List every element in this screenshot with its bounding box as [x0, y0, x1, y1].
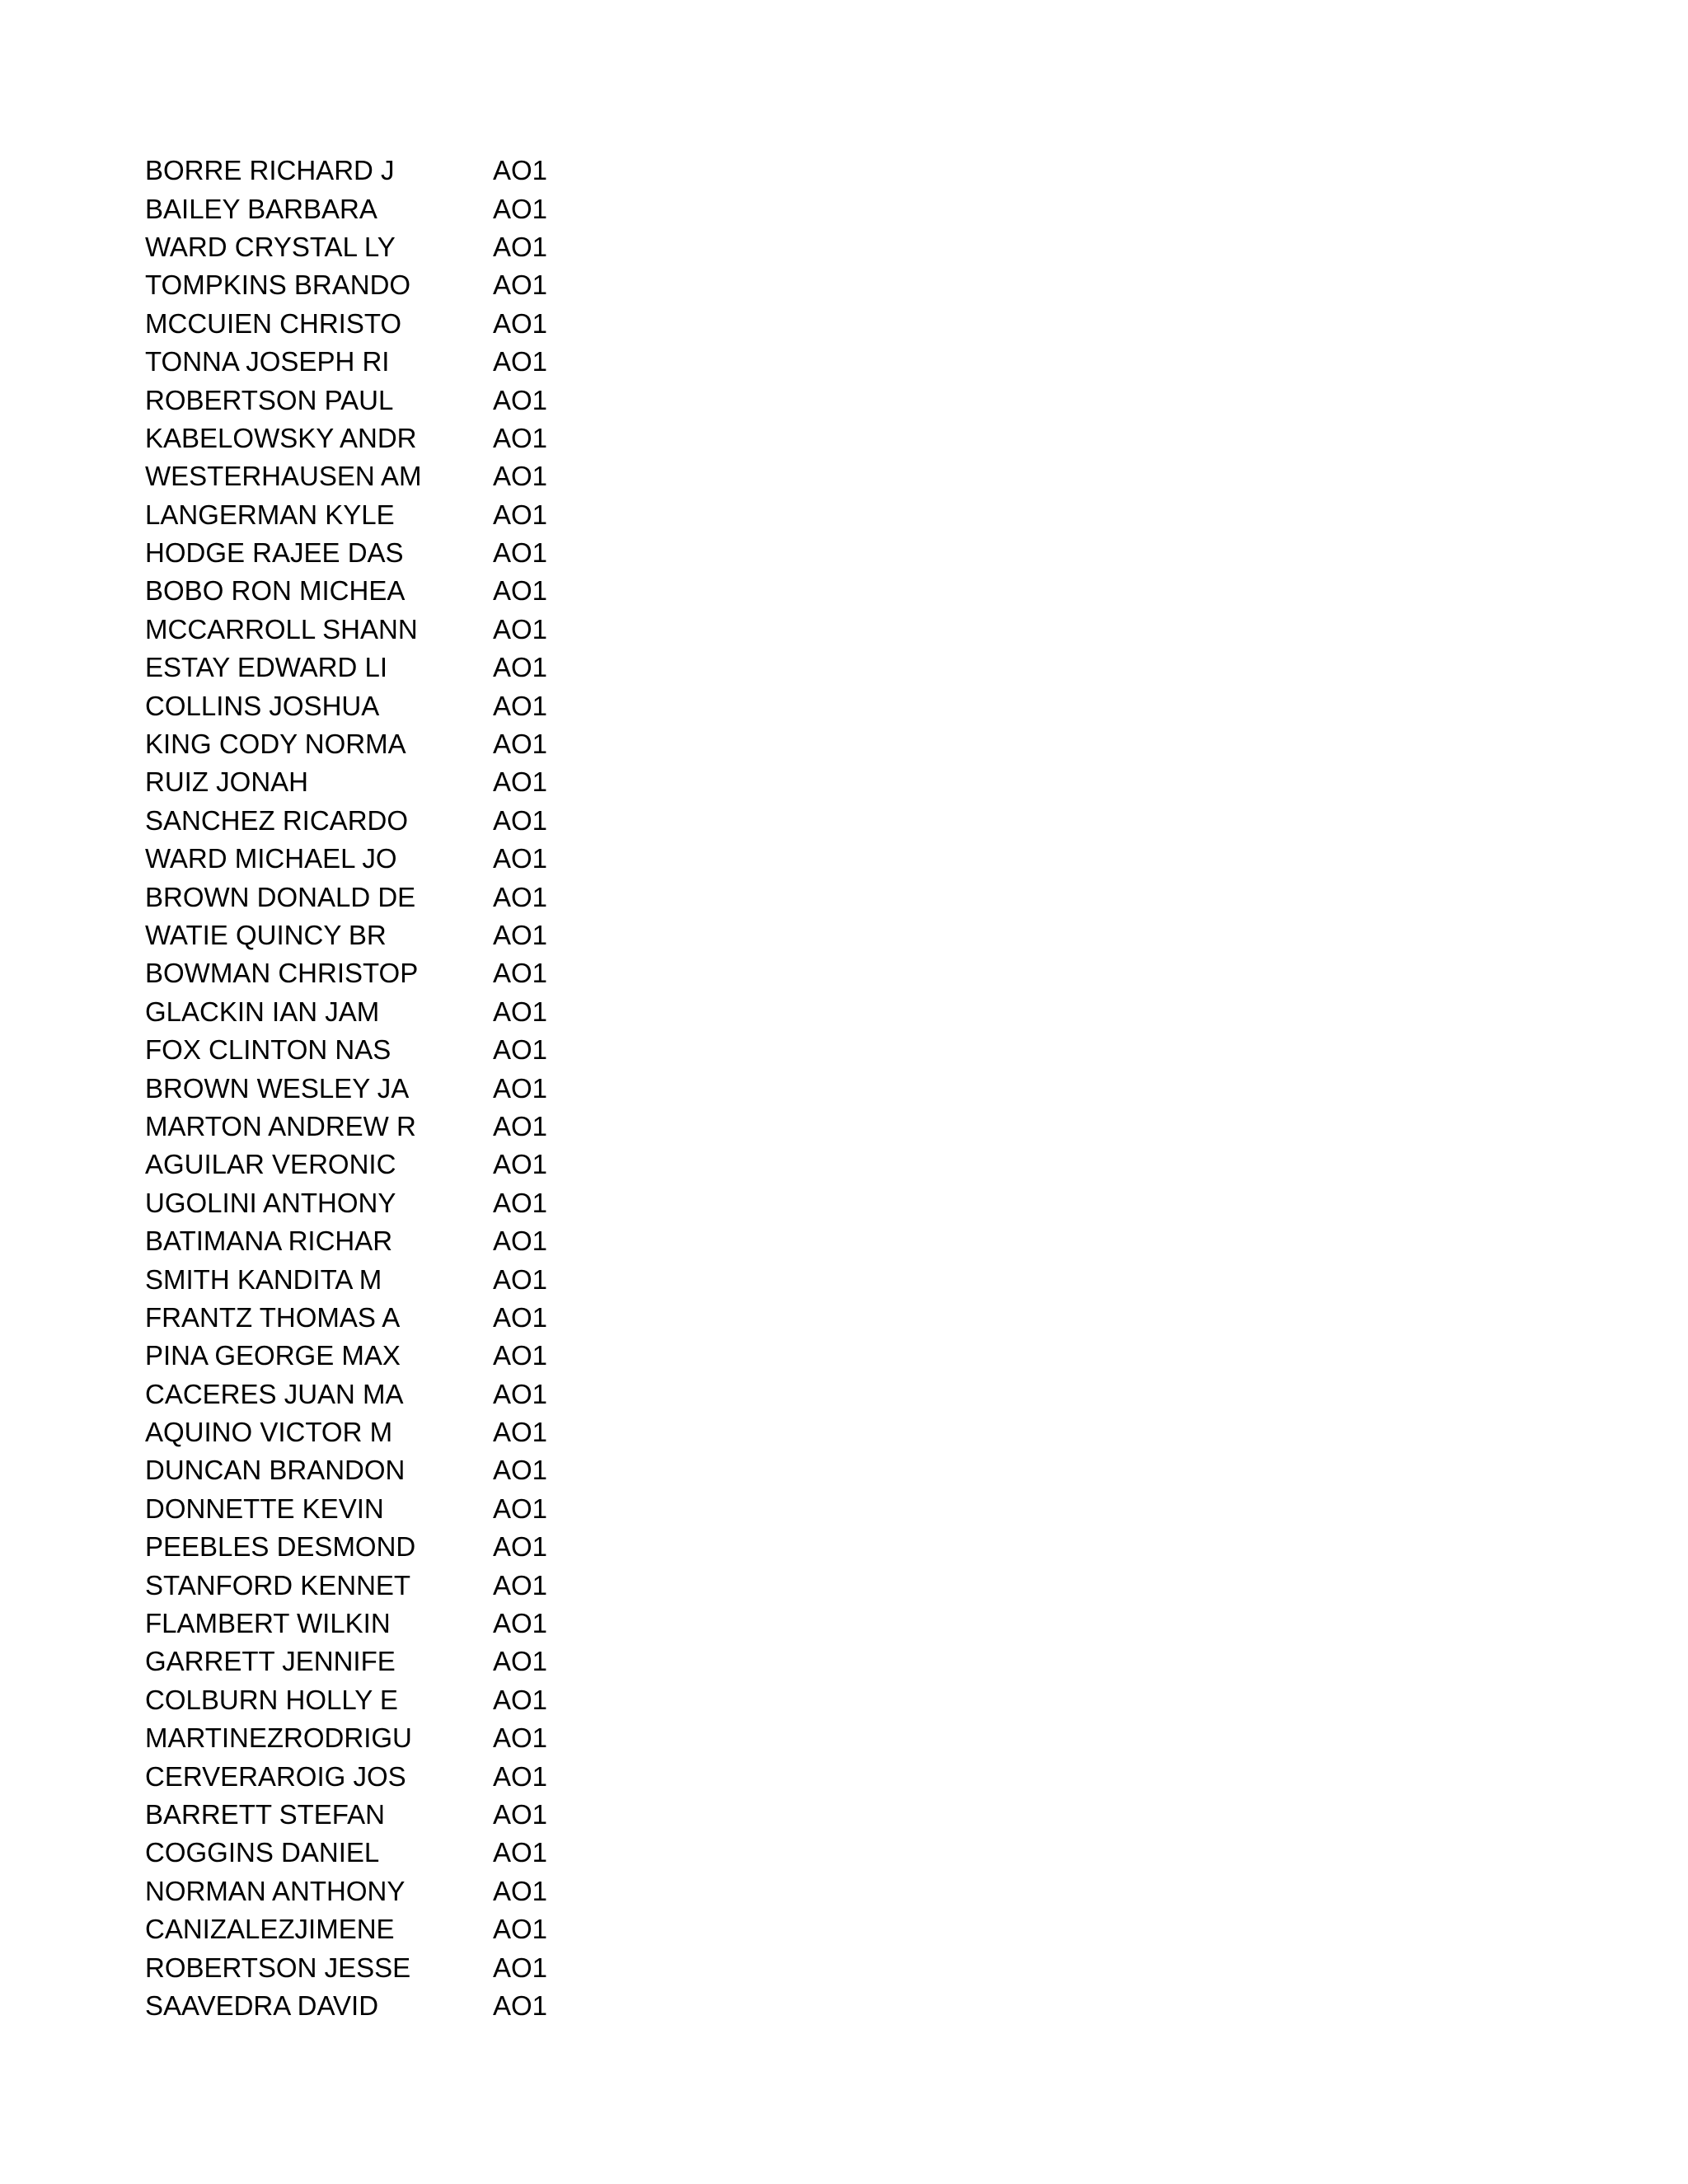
position-code: AO1: [493, 1034, 548, 1066]
position-code: AO1: [493, 1378, 548, 1409]
position-code: AO1: [493, 690, 548, 721]
person-name: BROWN DONALD DE: [145, 881, 416, 912]
position-code: AO1: [493, 231, 548, 262]
person-name: FOX CLINTON NAS: [145, 1034, 392, 1066]
person-name: GLACKIN IAN JAM: [145, 996, 380, 1027]
position-code: AO1: [493, 1684, 548, 1715]
position-code: AO1: [493, 996, 548, 1027]
list-item: [145, 1260, 640, 1298]
list-item: [145, 1146, 640, 1183]
person-name: FLAMBERT WILKIN: [145, 1608, 391, 1639]
list-item: [145, 534, 640, 572]
position-code: AO1: [493, 1493, 548, 1524]
person-name: ROBERTSON JESSE: [145, 1952, 411, 1983]
position-code: AO1: [493, 613, 548, 644]
person-name: SANCHEZ RICARDO: [145, 804, 409, 836]
person-name: DUNCAN BRANDON: [145, 1455, 406, 1486]
list-item: [145, 1566, 640, 1604]
position-code: AO1: [493, 155, 548, 186]
person-name: WATIE QUINCY BR: [145, 920, 387, 950]
person-name: AQUINO VICTOR M: [145, 1417, 393, 1448]
list-item: [145, 1872, 640, 1910]
person-name: WESTERHAUSEN AM: [145, 461, 422, 492]
list-item: [145, 381, 640, 419]
position-code: AO1: [493, 1340, 548, 1371]
position-code: AO1: [493, 843, 548, 874]
list-item: [145, 1108, 640, 1146]
person-name: PEEBLES DESMOND: [145, 1531, 416, 1563]
position-code: AO1: [493, 575, 548, 607]
person-name: RUIZ JONAH: [145, 766, 308, 798]
person-name: COLBURN HOLLY E: [145, 1684, 398, 1715]
person-name: ESTAY EDWARD LI: [145, 652, 388, 683]
position-code: AO1: [493, 1722, 548, 1754]
position-code: AO1: [493, 881, 548, 912]
person-name: ROBERTSON PAUL: [145, 384, 394, 415]
person-name: BAILEY BARBARA: [145, 193, 377, 224]
list-item: [145, 1910, 640, 1948]
person-name: MCCARROLL SHANN: [145, 613, 418, 644]
position-code: AO1: [493, 1531, 548, 1563]
list-item: [145, 1834, 640, 1872]
position-code: AO1: [493, 346, 548, 377]
position-code: AO1: [493, 422, 548, 453]
list-item: [145, 687, 640, 724]
list-item: [145, 802, 640, 840]
list-item: [145, 572, 640, 610]
roster-list: [145, 152, 640, 2025]
person-name: STANFORD KENNET: [145, 1569, 411, 1601]
position-code: AO1: [493, 920, 548, 950]
list-item: [145, 1069, 640, 1107]
position-code: AO1: [493, 193, 548, 224]
person-name: BROWN WESLEY JA: [145, 1072, 410, 1104]
list-item: [145, 725, 640, 763]
list-item: [145, 1719, 640, 1757]
person-name: TONNA JOSEPH RI: [145, 346, 390, 377]
list-item: [145, 993, 640, 1031]
person-name: BOBO RON MICHEA: [145, 575, 406, 607]
person-name: COGGINS DANIEL: [145, 1837, 380, 1868]
list-item: [145, 305, 640, 343]
list-item: [145, 457, 640, 495]
position-code: AO1: [493, 1914, 548, 1945]
position-code: AO1: [493, 766, 548, 798]
position-code: AO1: [493, 537, 548, 569]
list-item: [145, 954, 640, 992]
list-item: [145, 152, 640, 190]
person-name: COLLINS JOSHUA: [145, 690, 380, 721]
list-item: [145, 1490, 640, 1528]
person-name: LANGERMAN KYLE: [145, 499, 395, 530]
person-name: FRANTZ THOMAS A: [145, 1301, 401, 1333]
list-item: [145, 1451, 640, 1489]
list-item: [145, 878, 640, 916]
person-name: SAAVEDRA DAVID: [145, 1990, 379, 2021]
list-item: [145, 1337, 640, 1375]
position-code: AO1: [493, 1952, 548, 1983]
position-code: AO1: [493, 1646, 548, 1677]
person-name: KING CODY NORMA: [145, 729, 406, 760]
person-name: WARD MICHAEL JO: [145, 843, 397, 874]
list-item: [145, 1681, 640, 1719]
list-item: [145, 266, 640, 304]
list-item: [145, 611, 640, 649]
position-code: AO1: [493, 384, 548, 415]
position-code: AO1: [493, 1990, 548, 2021]
position-code: AO1: [493, 1760, 548, 1792]
person-name: TOMPKINS BRANDO: [145, 269, 411, 301]
position-code: AO1: [493, 499, 548, 530]
position-code: AO1: [493, 307, 548, 339]
person-name: SMITH KANDITA M: [145, 1263, 382, 1295]
person-name: MARTON ANDREW R: [145, 1110, 416, 1141]
person-name: UGOLINI ANTHONY: [145, 1187, 396, 1218]
position-code: AO1: [493, 1301, 548, 1333]
person-name: AGUILAR VERONIC: [145, 1149, 396, 1180]
list-item: [145, 1413, 640, 1451]
list-item: [145, 419, 640, 457]
list-item: [145, 1376, 640, 1413]
list-item: [145, 1796, 640, 1834]
list-item: [145, 1643, 640, 1680]
position-code: AO1: [493, 1837, 548, 1868]
list-item: [145, 190, 640, 227]
position-code: AO1: [493, 1798, 548, 1830]
person-name: BORRE RICHARD J: [145, 155, 395, 186]
position-code: AO1: [493, 461, 548, 492]
person-name: DONNETTE KEVIN: [145, 1493, 384, 1524]
list-item: [145, 1184, 640, 1222]
list-item: [145, 343, 640, 381]
person-name: WARD CRYSTAL LY: [145, 231, 396, 262]
position-code: AO1: [493, 804, 548, 836]
list-item: [145, 1299, 640, 1337]
person-name: BATIMANA RICHAR: [145, 1226, 393, 1257]
list-item: [145, 763, 640, 801]
list-item: [145, 1528, 640, 1566]
position-code: AO1: [493, 652, 548, 683]
person-name: CERVERAROIG JOS: [145, 1760, 406, 1792]
position-code: AO1: [493, 1455, 548, 1486]
person-name: KABELOWSKY ANDR: [145, 422, 417, 453]
position-code: AO1: [493, 958, 548, 989]
person-name: GARRETT JENNIFE: [145, 1646, 396, 1677]
list-item: [145, 1031, 640, 1069]
person-name: MARTINEZRODRIGU: [145, 1722, 412, 1754]
person-name: CACERES JUAN MA: [145, 1378, 404, 1409]
person-name: HODGE RAJEE DAS: [145, 537, 404, 569]
list-item: [145, 1757, 640, 1795]
person-name: MCCUIEN CHRISTO: [145, 307, 402, 339]
person-name: NORMAN ANTHONY: [145, 1875, 406, 1906]
person-name: PINA GEORGE MAX: [145, 1340, 401, 1371]
position-code: AO1: [493, 1875, 548, 1906]
position-code: AO1: [493, 1226, 548, 1257]
position-code: AO1: [493, 1110, 548, 1141]
list-item: [145, 649, 640, 687]
list-item: [145, 228, 640, 266]
position-code: AO1: [493, 1608, 548, 1639]
position-code: AO1: [493, 1072, 548, 1104]
position-code: AO1: [493, 729, 548, 760]
position-code: AO1: [493, 1149, 548, 1180]
list-item: [145, 916, 640, 954]
list-item: [145, 1222, 640, 1260]
list-item: [145, 840, 640, 878]
position-code: AO1: [493, 1569, 548, 1601]
position-code: AO1: [493, 1187, 548, 1218]
list-item: [145, 1987, 640, 2025]
list-item: [145, 1948, 640, 1986]
person-name: BOWMAN CHRISTOP: [145, 958, 419, 989]
list-item: [145, 496, 640, 534]
person-name: BARRETT STEFAN: [145, 1798, 385, 1830]
position-code: AO1: [493, 1417, 548, 1448]
person-name: CANIZALEZJIMENE: [145, 1914, 395, 1945]
position-code: AO1: [493, 269, 548, 301]
list-item: [145, 1605, 640, 1643]
position-code: AO1: [493, 1263, 548, 1295]
